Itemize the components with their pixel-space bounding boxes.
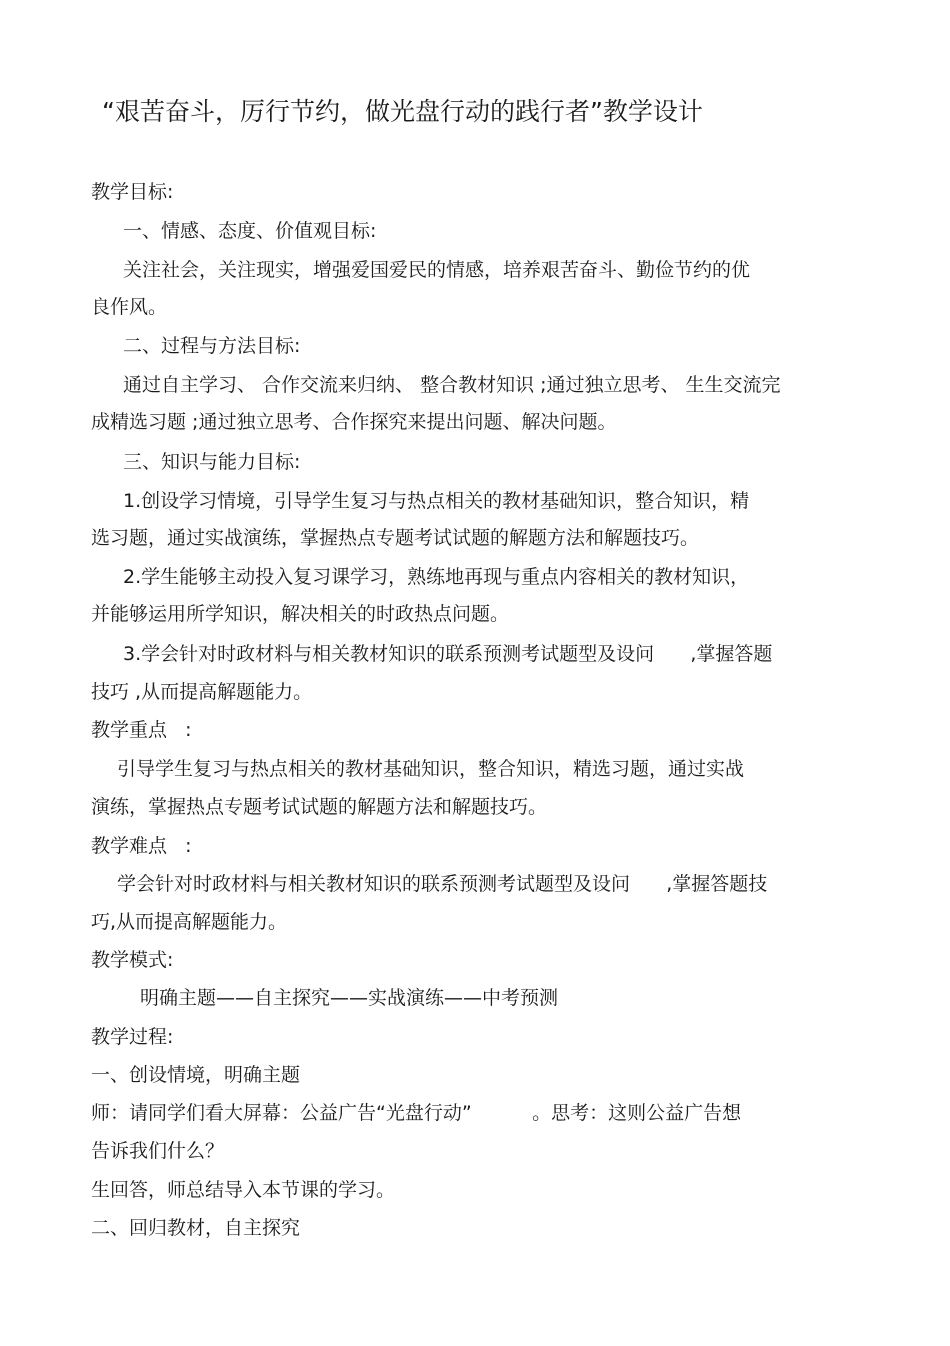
subheading-knowledge-goals: 三、知识与能力目标: xyxy=(123,451,301,473)
paragraph-line: 演练，掌握热点专题考试试题的解题方法和解题技巧。 xyxy=(91,796,548,818)
paragraph-line: 生回答，师总结导入本节课的学习。 xyxy=(91,1179,396,1201)
paragraph-line: 1.创设学习情境，引导学生复习与热点相关的教材基础知识，整合知识，精 xyxy=(123,490,750,512)
paragraph-line: 告诉我们什么？ xyxy=(91,1140,225,1162)
section-heading-key-points: 教学重点 : xyxy=(91,719,192,741)
paragraph-line: 学会针对时政材料与相关教材知识的联系预测考试题型及设问 ,掌握答题技 xyxy=(117,873,768,895)
paragraph-line: 通过自主学习、 合作交流来归纳、 整合教材知识 ;通过独立思考、 生生交流完 xyxy=(123,374,781,396)
paragraph-line: 师：请同学们看大屏幕：公益广告“光盘行动” 。思考：这则公益广告想 xyxy=(91,1102,742,1124)
paragraph-line: 成精选习题 ;通过独立思考、合作探究来提出问题、解决问题。 xyxy=(91,411,617,433)
subheading-process-goals: 二、过程与方法目标: xyxy=(123,335,301,357)
section-heading-teaching-goals: 教学目标: xyxy=(91,181,174,203)
paragraph-line: 2.学生能够主动投入复习课学习，熟练地再现与重点内容相关的教材知识， xyxy=(123,566,750,588)
section-heading-difficulties: 教学难点 : xyxy=(91,835,192,857)
paragraph-line: 良作风。 xyxy=(91,296,168,318)
section-heading-teaching-mode: 教学模式: xyxy=(91,949,174,971)
paragraph-line: 引导学生复习与热点相关的教材基础知识，整合知识，精选习题，通过实战 xyxy=(117,758,745,780)
teaching-mode-flow: 明确主题——自主探究——实战演练——中考预测 xyxy=(140,987,559,1009)
paragraph-line: 巧,从而提高解题能力。 xyxy=(91,911,288,933)
paragraph-line: 3.学会针对时政材料与相关教材知识的联系预测考试题型及设问 ,掌握答题 xyxy=(123,643,773,665)
subheading-emotion-goals: 一、情感、态度、价值观目标: xyxy=(123,220,377,242)
paragraph-line: 并能够运用所学知识，解决相关的时政热点问题。 xyxy=(91,603,510,625)
document-title: “艰苦奋斗，厉行节约，做光盘行动的践行者”教学设计 xyxy=(102,97,703,126)
paragraph-line: 技巧 ,从而提高解题能力。 xyxy=(91,681,313,703)
step-heading-1: 一、创设情境，明确主题 xyxy=(91,1064,301,1086)
paragraph-line: 选习题，通过实战演练，掌握热点专题考试试题的解题方法和解题技巧。 xyxy=(91,527,700,549)
paragraph-line: 关注社会，关注现实，增强爱国爱民的情感，培养艰苦奋斗、勤俭节约的优 xyxy=(123,259,751,281)
step-heading-2: 二、回归教材，自主探究 xyxy=(91,1217,301,1239)
section-heading-teaching-process: 教学过程: xyxy=(91,1026,174,1048)
